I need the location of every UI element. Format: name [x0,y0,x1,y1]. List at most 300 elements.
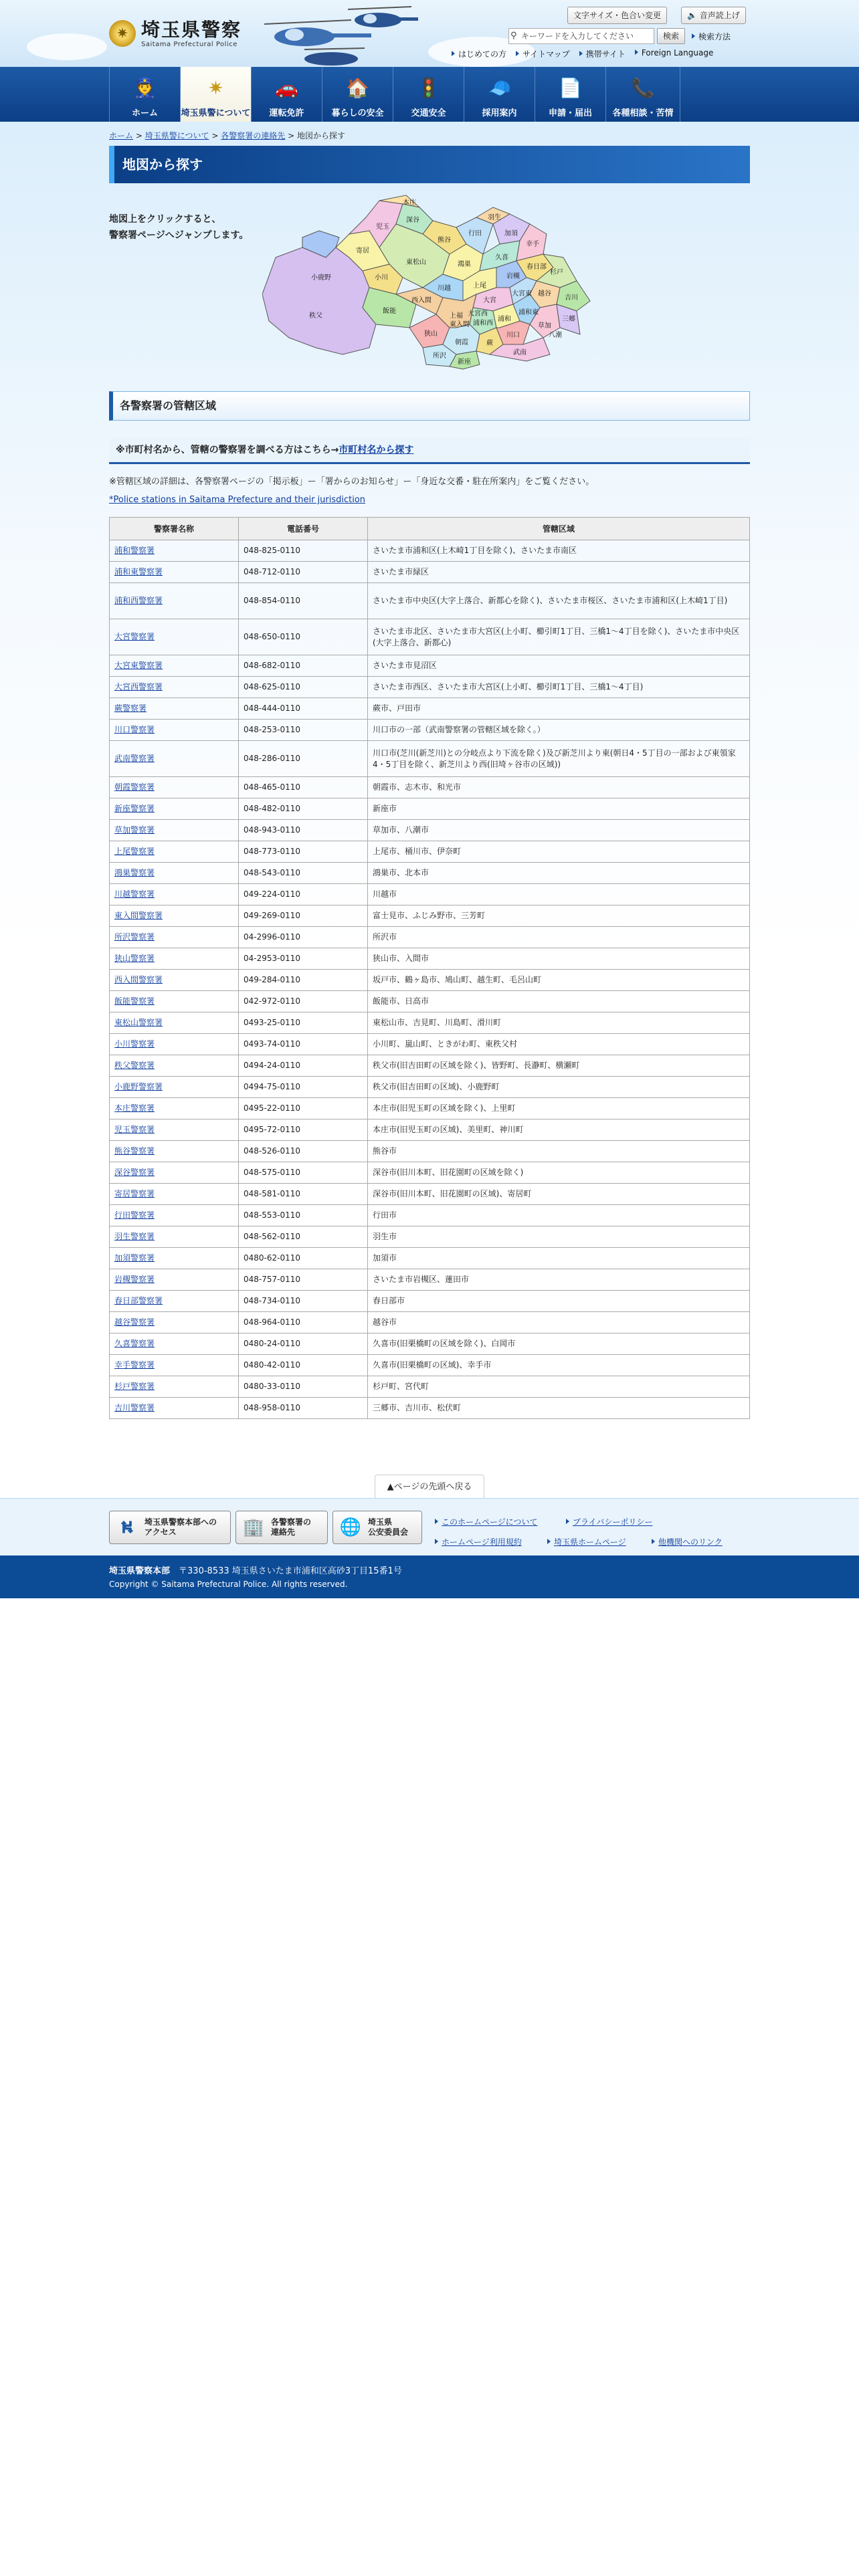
phone-cell: 048-526-0110 [239,1141,368,1162]
table-row [110,655,750,677]
col-header-phone: 電話番号 [239,518,368,540]
table-row [110,677,750,698]
map-intro-line: 地図上をクリックすると、 [109,214,221,225]
footer-info [0,1555,859,1598]
map-label: 大宮東 [512,290,532,298]
map-label: 秩父 [309,312,322,320]
logo-title: 埼玉県警察 [141,18,242,41]
table-row [110,1184,750,1205]
station-link[interactable]: 狭山警察署 [114,954,155,963]
station-link[interactable]: 吉川警察署 [114,1403,155,1412]
phone-cell: 048-562-0110 [239,1226,368,1248]
building-icon: 🏢 [242,1517,265,1537]
footer-link-privacy[interactable]: プライバシーポリシー [566,1516,652,1527]
map-label: 上福 [450,312,463,320]
breadcrumb-current: 地図から探す [296,131,345,140]
search-placeholder: キーワードを入力してください [521,31,634,41]
phone-cell: 042-972-0110 [239,991,368,1012]
area-cell: 上尾市、桶川市、伊奈町 [368,841,750,863]
station-link[interactable]: 大宮東警察署 [114,661,163,670]
station-link[interactable]: 上尾警察署 [114,847,155,856]
table-row [110,741,750,777]
map-label: 幸手 [526,241,539,248]
station-link[interactable]: 寄居警察署 [114,1189,155,1198]
station-link[interactable]: 西入間警察署 [114,975,163,984]
station-link[interactable]: 東松山警察署 [114,1018,163,1027]
phone-cell: 048-286-0110 [239,741,368,777]
area-cell: 蕨市、戸田市 [368,698,750,720]
area-cell: 富士見市、ふじみ野市、三芳町 [368,905,750,927]
map-label: 行田 [468,230,482,237]
phone-cell: 048-253-0110 [239,720,368,741]
station-link[interactable]: 川口警察署 [114,725,155,734]
english-jurisdiction-link[interactable]: *Police stations in Saitama Prefecture and their jurisdiction [109,495,366,505]
breadcrumb-about[interactable]: 埼玉県警について [145,131,209,140]
area-cell: 加須市 [368,1248,750,1269]
station-name-cell [110,1162,239,1184]
breadcrumb-sep: > [288,131,295,140]
util-link-mobile[interactable]: 携帯サイト [579,48,626,60]
station-link[interactable]: 川越警察署 [114,889,155,899]
area-cell: 久喜市(旧栗橋町の区域を除く)、白岡市 [368,1333,750,1355]
table-row [110,1333,750,1355]
station-link[interactable]: 武南警察署 [114,754,155,763]
map-route-icon: ⛕ [120,1517,134,1537]
nav-home[interactable] [109,67,180,122]
nav-label: 申請・届出 [548,108,592,118]
map-label: 所沢 [433,352,446,360]
phone-cell: 048-825-0110 [239,540,368,562]
nav-label: 運転免許 [269,108,304,118]
station-link[interactable]: 岩槻警察署 [114,1275,155,1284]
search-input[interactable] [508,28,654,44]
map-label: 浦和 [498,316,511,323]
station-link[interactable]: 熊谷警察署 [114,1146,155,1156]
area-cell: さいたま市見沼区 [368,655,750,677]
voice-read-button[interactable] [681,7,746,24]
area-cell: 川口市(芝川(新芝川)との分岐点より下流を除く)及び新芝川より東(朝日4・5丁目の一部および東領家4・5丁目を除く、新芝川より西(旧埼ヶ谷市の区域)) [368,741,750,777]
map-label: 浦和東 [518,309,539,316]
station-name-cell [110,991,239,1012]
phone-cell: 048-958-0110 [239,1398,368,1419]
table-row [110,1098,750,1119]
map-label: 児玉 [376,223,389,231]
table-row [110,884,750,905]
map-label: 東松山 [406,259,426,266]
table-row [110,1312,750,1333]
nav-label: 暮らしの安全 [331,108,384,118]
station-link[interactable]: 朝霞警察署 [114,782,155,792]
area-cell: 越谷市 [368,1312,750,1333]
station-link[interactable]: 小鹿野警察署 [114,1082,163,1091]
phone-cell: 049-224-0110 [239,884,368,905]
map-label: 新座 [458,358,471,366]
nav-label: 各種相談・苦情 [612,108,674,118]
phone-cell: 048-465-0110 [239,777,368,798]
area-cell: さいたま市緑区 [368,562,750,583]
station-name-cell [110,1291,239,1312]
site-logo[interactable] [109,15,242,52]
station-link[interactable]: 越谷警察署 [114,1317,155,1327]
map-label: 川口 [506,332,520,339]
footer-address: 〒330-8533 埼玉県さいたま市浦和区高砂3丁目15番1号 [179,1566,402,1576]
map-label: 草加 [538,322,551,330]
nav-label: 採用案内 [482,108,517,118]
car-icon: 🚗 [275,76,298,99]
area-cell: 所沢市 [368,927,750,948]
sub-title [109,437,750,464]
station-name-cell [110,1398,239,1419]
area-cell: 三郷市、吉川市、松伏町 [368,1398,750,1419]
nav-consultation[interactable] [605,67,680,122]
hq-access-button[interactable] [109,1511,231,1544]
station-link[interactable]: 児玉警察署 [114,1125,155,1134]
table-row [110,698,750,720]
traffic-light-icon: 🚦 [417,76,440,99]
nav-label: 交通安全 [411,108,446,118]
jurisdiction-note: ※管轄区域の詳細は、各警察署ページの「掲示板」ー「署からのお知らせ」ー「身近な交番・駐在所案内」をご覧ください。 [109,477,595,487]
table-row [110,540,750,562]
col-header-station: 警察署名称 [110,518,239,540]
phone-cell: 048-581-0110 [239,1184,368,1205]
table-row [110,1012,750,1034]
table-row [110,1034,750,1055]
station-link[interactable]: 鴻巣警察署 [114,868,155,877]
area-cell: 春日部市 [368,1291,750,1312]
table-row [110,1355,750,1376]
station-name-cell [110,1055,239,1077]
station-name-cell [110,1077,239,1098]
table-row [110,841,750,863]
nav-traffic[interactable] [393,67,464,122]
table-row [110,1269,750,1291]
area-cell: 草加市、八潮市 [368,820,750,841]
phone-cell: 0494-75-0110 [239,1077,368,1098]
station-name-cell [110,1119,239,1141]
station-name-cell [110,777,239,798]
table-row [110,583,750,619]
nav-recruit[interactable] [464,67,535,122]
table-row [110,1077,750,1098]
map-label: 久喜 [495,254,508,261]
map-label: 武南 [513,349,527,356]
btn-line: 公安委員会 [368,1527,409,1537]
area-cell: さいたま市西区、さいたま市大宮区(上小町、櫛引町1丁目、三橋1〜4丁目) [368,677,750,698]
station-name-cell [110,905,239,927]
station-link[interactable]: 新座警察署 [114,804,155,813]
search-icon: ⚲ [510,31,517,41]
station-contacts-button[interactable] [235,1511,328,1544]
col-header-area: 管轄区域 [368,518,750,540]
area-cell: 本庄市(旧児玉町の区域を除く)、上里町 [368,1098,750,1119]
station-contacts-label [271,1517,311,1537]
table-row [110,820,750,841]
house-icon: 🏠 [346,76,369,99]
map-label: 春日部 [527,263,547,271]
station-name-cell [110,1141,239,1162]
phone-cell: 0495-72-0110 [239,1119,368,1141]
station-name-cell [110,948,239,970]
station-name-cell [110,720,239,741]
phone-cell: 0493-25-0110 [239,1012,368,1034]
station-name-cell [110,1248,239,1269]
phone-cell: 048-964-0110 [239,1312,368,1333]
station-link[interactable]: 秩父警察署 [114,1061,155,1070]
phone-cell: 04-2996-0110 [239,927,368,948]
header-cloud [27,33,107,60]
area-cell: 川越市 [368,884,750,905]
table-row [110,1226,750,1248]
area-cell: 坂戸市、鶴ヶ島市、鳩山町、越生町、毛呂山町 [368,970,750,991]
breadcrumb-home[interactable]: ホーム [109,131,134,140]
search-by-municipality-link[interactable]: 市町村名から探す [339,445,414,455]
nav-about[interactable] [180,67,251,122]
table-row [110,1376,750,1398]
station-name-cell [110,1205,239,1226]
page-top-label: ページの先頭へ戻る [393,1482,472,1492]
area-cell: さいたま市中央区(大字上落合、新都心を除く)、さいたま市桜区、さいたま市浦和区(上木崎1丁目) [368,583,750,619]
station-name-cell [110,798,239,820]
phone-cell: 049-284-0110 [239,970,368,991]
phone-cell: 0480-62-0110 [239,1248,368,1269]
map-label: 東入間 [450,321,470,328]
footer-link-about-site[interactable]: このホームページについて [435,1516,538,1527]
station-name-cell [110,1355,239,1376]
station-link[interactable]: 加須警察署 [114,1253,155,1263]
area-cell: 杉戸町、宮代町 [368,1376,750,1398]
phone-cell: 0494-24-0110 [239,1055,368,1077]
phone-cell: 048-625-0110 [239,677,368,698]
map-label: 上尾 [473,282,486,290]
station-link[interactable]: 久喜警察署 [114,1339,155,1348]
phone-cell: 048-482-0110 [239,798,368,820]
text-size-color-button[interactable]: 文字サイズ・色合い変更 [567,7,667,24]
phone-cell: 04-2953-0110 [239,948,368,970]
table-row [110,562,750,583]
station-name-cell [110,583,239,619]
speaker-icon: 🔈 [687,11,697,20]
station-link[interactable]: 大宮西警察署 [114,682,163,691]
map-label: 狭山 [424,330,438,338]
area-cell: 深谷市(旧川本町、旧花園町の区域を除く) [368,1162,750,1184]
hq-access-label [145,1517,217,1537]
station-table [109,517,750,1419]
table-row [110,905,750,927]
map-label: 羽生 [488,214,501,221]
utility-links [452,48,713,60]
nav-safety[interactable] [322,67,393,122]
station-link[interactable]: 浦和東警察署 [114,567,163,576]
station-link[interactable]: 幸手警察署 [114,1360,155,1370]
police-cap-icon: 🧢 [488,76,511,99]
station-link[interactable]: 浦和警察署 [114,546,155,555]
nav-label: ホーム [131,108,158,118]
map-label: 西入間 [411,297,432,304]
breadcrumb-sep: > [135,131,142,140]
map-label: 朝霞 [455,339,468,346]
station-link[interactable]: 行田警察署 [114,1210,155,1220]
phone-cell: 048-734-0110 [239,1291,368,1312]
station-link[interactable]: 春日部警察署 [114,1296,163,1305]
area-cell: さいたま市浦和区(上木崎1丁目を除く)、さいたま市南区 [368,540,750,562]
area-cell: 熊谷市 [368,1141,750,1162]
map-label: 小川 [375,274,388,282]
breadcrumb [109,130,345,141]
station-link[interactable]: 本庄警察署 [114,1103,155,1113]
footer-link-terms[interactable]: ホームページ利用規約 [435,1536,522,1547]
station-link[interactable]: 飯能警察署 [114,996,155,1006]
area-cell: 朝霞市、志木市、和光市 [368,777,750,798]
station-link[interactable]: 東入間警察署 [114,911,163,920]
global-nav [0,67,859,122]
table-row [110,1055,750,1077]
station-name-cell [110,1184,239,1205]
area-cell: 小川町、嵐山町、ときがわ町、東秩父村 [368,1034,750,1055]
station-link[interactable]: 小川警察署 [114,1039,155,1049]
page-top-link[interactable] [375,1475,484,1499]
station-name-cell [110,841,239,863]
btn-line: アクセス [145,1527,177,1537]
station-name-cell [110,677,239,698]
map-label: 大宮 [483,297,496,304]
arrow-up-icon: ▲ [387,1482,394,1492]
map-label: 大宮西 [468,310,488,318]
map-label: 熊谷 [438,237,451,244]
phone-icon: 📞 [631,76,655,99]
safety-commission-label [368,1517,408,1537]
table-row [110,1119,750,1141]
footer-links [0,1498,859,1555]
map-label: 寄居 [356,247,369,255]
phone-cell: 049-269-0110 [239,905,368,927]
site-header [0,0,859,67]
station-name-cell [110,820,239,841]
phone-cell: 048-854-0110 [239,583,368,619]
map-label: 小鹿野 [311,274,331,282]
map-label: 蕨 [486,340,493,347]
station-link[interactable]: 大宮警察署 [114,632,155,641]
util-link-foreign[interactable]: Foreign Language [635,48,713,60]
police-emblem-icon: ✷ [207,76,224,99]
station-name-cell [110,884,239,905]
area-cell: 飯能市、日高市 [368,991,750,1012]
map-label: 鴻巣 [458,261,471,268]
btn-line: 連絡先 [271,1527,296,1537]
search-button[interactable]: 検索 [657,28,685,44]
map-label: 杉戸 [550,269,563,276]
footer-link-prefecture[interactable]: 埼玉県ホームページ [547,1536,626,1547]
nav-application[interactable] [535,67,605,122]
section-title: 各警察署の管轄区域 [109,391,750,421]
area-cell: さいたま市北区、さいたま市大宮区(上小町、櫛引町1丁目、三橋1〜4丁目を除く)、さいたま市中央区(大字上落合、新都心) [368,619,750,655]
phone-cell: 0480-33-0110 [239,1376,368,1398]
station-name-cell [110,970,239,991]
map-label: 越谷 [538,290,551,298]
document-icon: 📄 [559,76,582,99]
btn-line: 各警察署の [271,1517,312,1527]
station-name-cell [110,1034,239,1055]
station-name-cell [110,1333,239,1355]
area-cell: 深谷市(旧川本町、旧花園町の区域)、寄居町 [368,1184,750,1205]
map-label: 岩槻 [506,273,520,280]
phone-cell: 0495-22-0110 [239,1098,368,1119]
station-link[interactable]: 杉戸警察署 [114,1382,155,1391]
table-row [110,777,750,798]
station-link[interactable]: 深谷警察署 [114,1168,155,1177]
table-row [110,991,750,1012]
table-row [110,948,750,970]
station-name-cell [110,655,239,677]
map-label: 飯能 [383,308,396,315]
map-label: 八潮 [549,332,562,339]
nav-license[interactable] [251,67,322,122]
util-link-sitemap[interactable]: サイトマップ [516,48,570,60]
map-intro-line: 警察署ページへジャンプします。 [109,230,249,241]
area-cell: 新座市 [368,798,750,820]
area-cell: 行田市 [368,1205,750,1226]
area-cell: 東松山市、吉見町、川島町、滑川町 [368,1012,750,1034]
safety-commission-button[interactable] [332,1511,422,1544]
logo-subtitle: Saitama Prefectural Police [141,40,237,48]
table-row [110,619,750,655]
voice-read-label: 音声読上げ [699,11,740,20]
station-name-cell [110,619,239,655]
table-header-row [110,518,750,540]
table-row [110,798,750,820]
station-name-cell [110,741,239,777]
btn-line: 埼玉県 [368,1517,393,1527]
area-cell: さいたま市岩槻区、蓮田市 [368,1269,750,1291]
table-row [110,1141,750,1162]
map-label: 加須 [504,230,518,237]
table-row [110,1291,750,1312]
util-link-first-visit[interactable]: はじめての方 [452,48,506,60]
station-name-cell [110,863,239,884]
station-name-cell [110,1376,239,1398]
phone-cell: 048-543-0110 [239,863,368,884]
table-row [110,720,750,741]
station-name-cell [110,1226,239,1248]
map-label: 吉川 [565,294,578,302]
page-title: 地図から探す [109,146,750,183]
saitama-station-map[interactable] [262,194,597,371]
station-name-cell [110,1269,239,1291]
table-row [110,1205,750,1226]
phone-cell: 048-575-0110 [239,1162,368,1184]
station-name-cell [110,1012,239,1034]
police-mascot-icon: 👮 [133,76,157,99]
station-link[interactable]: 蕨警察署 [114,704,147,713]
area-cell: 本庄市(旧児玉町の区域)、美里町、神川町 [368,1119,750,1141]
station-name-cell [110,1312,239,1333]
breadcrumb-contacts[interactable]: 各警察署の連絡先 [221,131,286,140]
footer-link-other-agencies[interactable]: 他機関へのリンク [652,1536,723,1547]
table-row [110,1248,750,1269]
station-link[interactable]: 所沢警察署 [114,932,155,942]
station-link[interactable]: 浦和西警察署 [114,596,163,605]
phone-cell: 048-682-0110 [239,655,368,677]
station-link[interactable]: 草加警察署 [114,825,155,835]
area-cell: 久喜市(旧栗橋町の区域)、幸手市 [368,1355,750,1376]
search-help-link[interactable]: 検索方法 [692,31,731,42]
phone-cell: 048-773-0110 [239,841,368,863]
area-cell: 秩父市(旧吉田町の区域を除く)、皆野町、長瀞町、横瀬町 [368,1055,750,1077]
map-label: 浦和西 [473,320,493,327]
phone-cell: 048-712-0110 [239,562,368,583]
station-link[interactable]: 羽生警察署 [114,1232,155,1241]
table-row [110,863,750,884]
phone-cell: 048-553-0110 [239,1205,368,1226]
